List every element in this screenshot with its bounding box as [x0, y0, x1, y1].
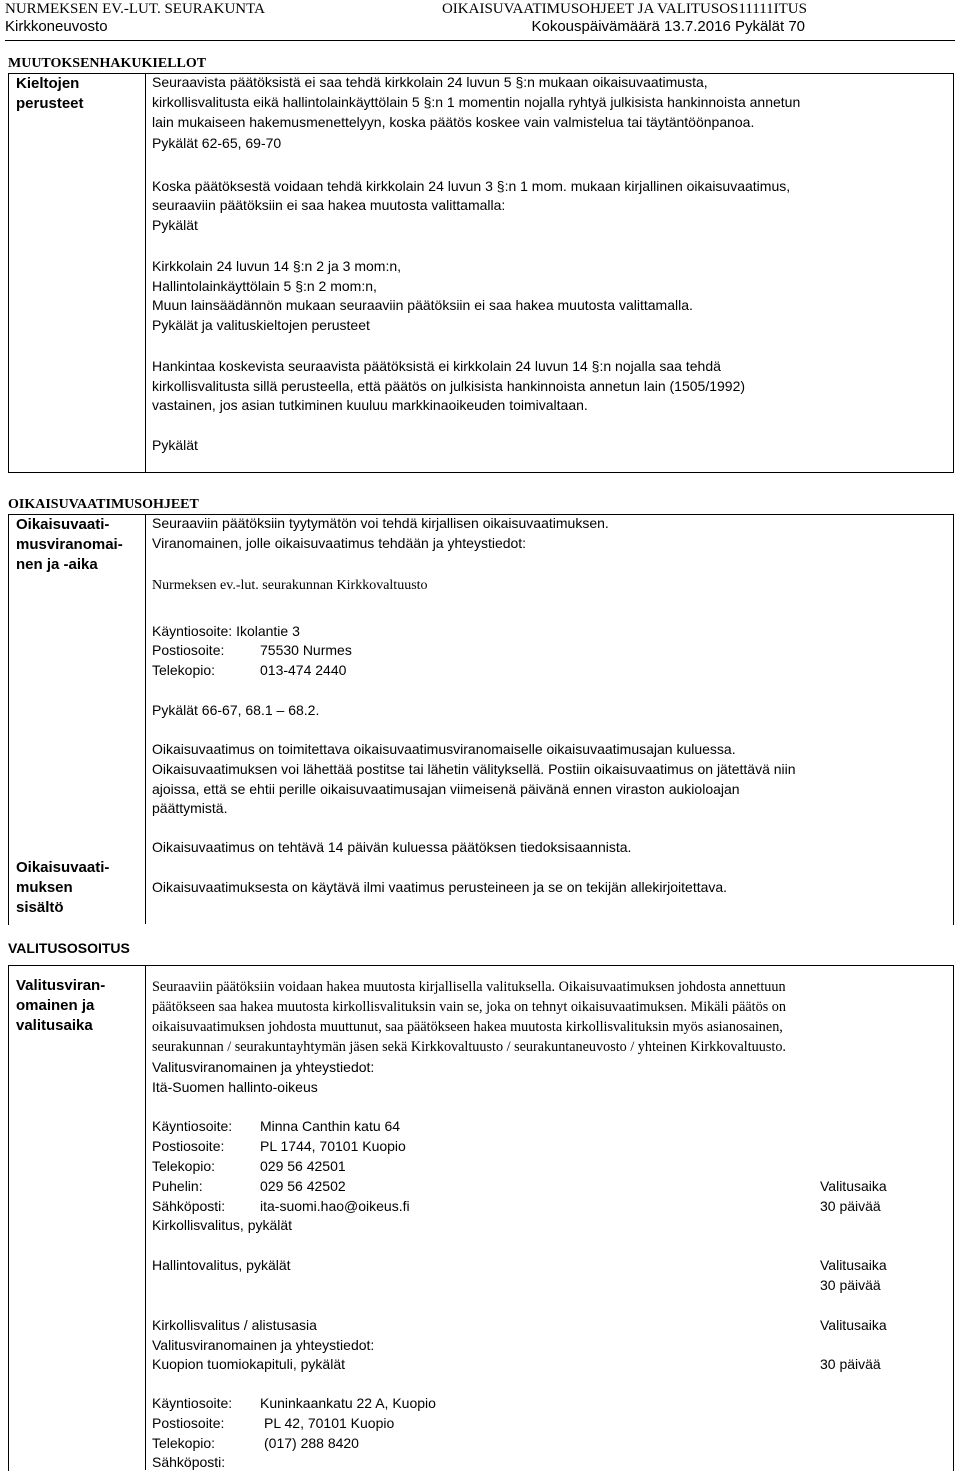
fax-label: Telekopio: — [152, 1158, 216, 1174]
phone-value: 029 56 42502 — [260, 1178, 346, 1194]
pykalat-placeholder-1: Pykälät — [152, 217, 198, 233]
muutoksenhaku-line-12: Hankintaa koskevista seuraavista päätöksistä ei kirkkolain 24 luvun 14 §:n nojalla saa tehdä — [152, 358, 721, 374]
muutoksenhaku-line-2: kirkollisvalitusta eikä hallintolainkäyttölain 5 §:n 1 momentin nojalla ryhtyä julkisista hankinnoista annetun — [152, 94, 801, 110]
valitus-authority-heading: Valitusviranomainen ja yhteystiedot: — [152, 1059, 375, 1075]
oikaisu-divider — [145, 514, 146, 924]
post-address-label: Postiosoite: — [152, 1138, 225, 1154]
muutoksenhaku-line-3: lain mukaiseen hakemusmenettelyyn, koska päätös koskee vain valmistelua tai täytäntöönpanoa. — [152, 114, 755, 130]
post-address-value: 75530 Nurmes — [260, 642, 352, 658]
oikaisu-p2b: ajoissa, että se ehtii perille oikaisuvaatimusajan viimeisenä päivänä ennen viraston aukioloajan — [152, 781, 740, 797]
muutoksenhaku-line-6: seuraaviin päätöksiin ei saa hakea muutosta valittamalla: — [152, 197, 506, 213]
muutoksenhaku-line-5: Koska päätöksestä voidaan tehdä kirkkolain 24 luvun 3 §:n 1 mom. mukaan kirjallinen oikaisuvaatimus, — [152, 178, 791, 194]
fax-value: 029 56 42501 — [260, 1158, 346, 1174]
muutoksenhaku-line-14: vastainen, jos asian tutkiminen kuuluu markkinaoikeuden toimivaltaan. — [152, 397, 588, 413]
oikaisu-p1: Oikaisuvaatimus on toimitettava oikaisuvaatimusviranomaiselle oikaisuvaatimusajan kuluessa. — [152, 741, 736, 757]
oikaisu-visit-address — [152, 622, 300, 642]
kapituli-email: Sähköposti: — [152, 1454, 226, 1470]
oikaisu-p3: Oikaisuvaatimus on tehtävä 14 päivän kuluessa päätöksen tiedoksisaannista. — [152, 839, 632, 855]
oikaisu-authority-heading: Viranomainen, jolle oikaisuvaatimus tehdään ja yhteystiedot: — [152, 535, 527, 551]
oikaisu-p4: Oikaisuvaatimuksesta on käytävä ilmi vaatimus perusteineen ja se on tekijän allekirjoitettava. — [152, 879, 728, 895]
email-label: Sähköposti: — [152, 1198, 226, 1214]
pykalat-62-70: Pykälät 62-65, 69-70 — [152, 135, 282, 151]
visit-address-value: Minna Canthin katu 64 — [260, 1118, 401, 1134]
valitusaika-value-2: 30 päivää — [820, 1277, 881, 1293]
valitusaika-label-2: Valitusaika — [820, 1257, 887, 1273]
oikaisu-box — [8, 514, 954, 925]
phone-label: Puhelin: — [152, 1178, 203, 1194]
valitusaika-value-1: 30 päivää — [820, 1198, 881, 1214]
muutoksenhaku-line-10: Muun lainsäädännön mukaan seuraaviin päätöksiin ei saa hakea muutosta valittamalla. — [152, 297, 693, 313]
valitusaika-label-1: Valitusaika — [820, 1178, 887, 1194]
muutoksenhaku-line-1: Seuraavista päätöksistä ei saa tehdä kirkkolain 24 luvun 5 §:n mukaan oikaisuvaatimusta, — [152, 74, 708, 90]
kapituli-visit-address — [152, 1394, 436, 1414]
visit-address-value: Kuninkaankatu 22 A, Kuopio — [260, 1395, 436, 1411]
valitus-fax — [152, 1157, 346, 1177]
valitus-intro-3: oikaisuvaatimuksen johdosta muuttunut, saa päätökseen hakea muutosta kirkollisvalituksin myös asianosainen, — [152, 1019, 783, 1035]
header-rule — [5, 40, 955, 41]
page-header — [5, 0, 955, 36]
visit-address-label: Käyntiosoite: — [152, 1118, 233, 1134]
post-address-label: Postiosoite: — [152, 1415, 225, 1431]
pykalat-valituskiellot: Pykälät ja valituskieltojen perusteet — [152, 317, 370, 333]
section-title-oikaisuvaatimusohjeet: OIKAISUVAATIMUSOHJEET — [8, 497, 199, 512]
email-value: ita-suomi.hao@oikeus.fi — [260, 1198, 410, 1214]
muutoksenhaku-line-13: kirkollisvalitusta sillä perusteella, että päätös on julkisista hankinnoista annetun lain (1505/1992) — [152, 378, 746, 394]
valitus-email — [152, 1197, 410, 1217]
alistusasia-heading: Kirkollisvalitus / alistusasia — [152, 1317, 317, 1333]
document-type: OIKAISUVAATIMUSOHJEET JA VALITUSOS11111ITUS — [441, 1, 807, 17]
section-title-muutoksenhakukiellot: MUUTOKSENHAKUKIELLOT — [8, 56, 207, 71]
parish-name: NURMEKSEN EV.-LUT. SEURAKUNTA — [5, 1, 265, 17]
oikaisu-intro: Seuraaviin päätöksiin tyytymätön voi tehdä kirjallisen oikaisuvaatimuksen. — [152, 515, 609, 531]
tuomiokapituli-pykalat: Kuopion tuomiokapituli, pykälät — [152, 1356, 346, 1372]
oikaisu-pykalat: Pykälät 66-67, 68.1 – 68.2. — [152, 702, 320, 718]
kieltojen-perusteet-label: Kieltojen perusteet — [16, 75, 84, 112]
oikaisuvaatimusviranomainen-label: Oikaisuvaati- musviranomai- nen ja -aika — [16, 516, 123, 573]
muutoksenhaku-line-8: Kirkkolain 24 luvun 14 §:n 2 ja 3 mom:n, — [152, 258, 402, 274]
oikaisu-authority-name: Nurmeksen ev.-lut. seurakunnan Kirkkovaltuusto — [152, 578, 428, 593]
valitusaika-label-3: Valitusaika — [820, 1317, 887, 1333]
visit-address-label: Käyntiosoite: — [152, 623, 233, 639]
muutoksenhaku-divider — [145, 73, 146, 472]
valitusaika-value-3: 30 päivää — [820, 1356, 881, 1372]
post-address-label: Postiosoite: — [152, 642, 225, 658]
pykalat-placeholder-2: Pykälät — [152, 437, 198, 453]
valitus-authority-name: Itä-Suomen hallinto-oikeus — [152, 1079, 318, 1095]
fax-value: 013-474 2440 — [260, 662, 347, 678]
valitus-intro-2: päätökseen saa hakea muutosta kirkollisvalituksin vain se, joka on tehnyt oikaisuvaatimuksen. Mikäli päätös on — [152, 999, 786, 1015]
oikaisu-fax — [152, 661, 346, 681]
kapituli-fax — [152, 1434, 359, 1454]
oikaisu-p2a: Oikaisuvaatimuksen voi lähettää postitse tai lähetin välityksellä. Postiin oikaisuvaatimus on jätettävä niin — [152, 761, 796, 777]
body-name: Kirkkoneuvosto — [5, 18, 108, 35]
fax-label: Telekopio: — [152, 662, 216, 678]
hallintovalitus-pykalat: Hallintovalitus, pykälät — [152, 1257, 291, 1273]
oikaisu-post-address — [152, 641, 352, 661]
kapituli-post-address — [152, 1414, 394, 1434]
section-title-valitusosoitus: VALITUSOSOITUS — [8, 940, 130, 956]
visit-address-value: Ikolantie 3 — [236, 623, 300, 639]
post-address-value: PL 1744, 70101 Kuopio — [260, 1138, 406, 1154]
valitus-visit-address — [152, 1117, 400, 1137]
valitus-intro-1: Seuraaviin päätöksiin voidaan hakea muutosta kirjallisella valituksella. Oikaisuvaatimuksen johdosta annettuun — [152, 979, 786, 995]
post-address-value: PL 42, 70101 Kuopio — [264, 1415, 395, 1431]
oikaisu-p2c: päättymistä. — [152, 800, 228, 816]
valitus-intro-4: seurakunnan / seurakuntayhtymän jäsen sekä Kirkkovaltuusto / seurakuntaneuvosto / yhteinen Kirkkovaltuusto. — [152, 1039, 786, 1055]
muutoksenhaku-line-9: Hallintolainkäyttölain 5 §:n 2 mom:n, — [152, 278, 377, 294]
valitusviranomainen-label: Valitusviran- omainen ja valitusaika — [16, 977, 106, 1034]
fax-value: (017) 288 8420 — [264, 1435, 359, 1451]
kirkollisvalitus-pykalat: Kirkollisvalitus, pykälät — [152, 1217, 293, 1233]
valitus-divider — [145, 965, 146, 1470]
valitus-post-address — [152, 1137, 406, 1157]
valitus-authority-heading-2: Valitusviranomainen ja yhteystiedot: — [152, 1337, 375, 1353]
oikaisuvaatimuksen-sisalto-label: Oikaisuvaati- muksen sisältö — [16, 859, 110, 916]
fax-label: Telekopio: — [152, 1435, 216, 1451]
visit-address-label: Käyntiosoite: — [152, 1395, 233, 1411]
meeting-date: Kokouspäivämäärä 13.7.2016 Pykälät 70 — [531, 18, 805, 35]
valitus-phone — [152, 1177, 346, 1197]
